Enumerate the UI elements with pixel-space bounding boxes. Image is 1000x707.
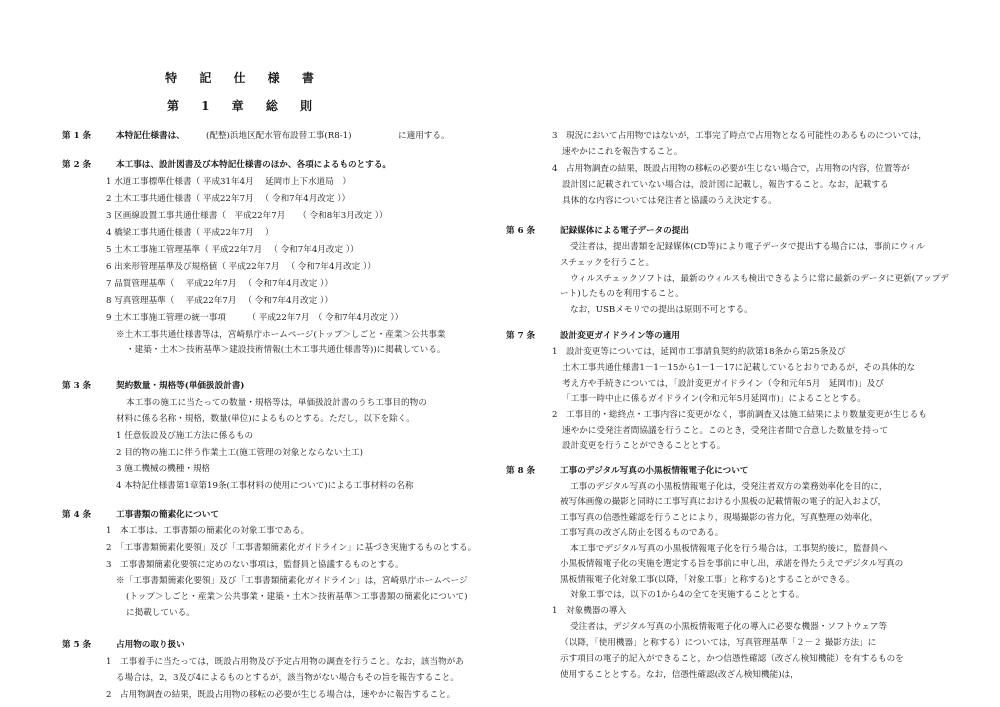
- article-5-cont-line: 速やかにこれを報告すること。: [562, 147, 683, 157]
- article-4-line: ※「工事書類簡素化要領」及び「工事書類簡素化ガイドライン」は，宮崎県庁ホームページ: [116, 576, 468, 586]
- article-3-title: 契約数量・規格等(単価扱設計書): [116, 381, 245, 391]
- article-8-title: 工事のデジタル写真の小黒板情報電子化について: [560, 466, 749, 476]
- article-8-line: 工事写真の信憑性確認を行うことにより，現場撮影の省力化，写真整理の効率化，: [560, 513, 878, 523]
- article-2-item: 9 土木工事施工管理の統一事項 （ 平成22年7月 （ 令和7年4月改定 ））: [106, 313, 404, 323]
- article-7-label: 第 7 条: [506, 331, 536, 341]
- article-6-line: スチェックを行うこと。: [560, 258, 655, 268]
- article-5-cont-line: 3 現況において占用物ではないが，工事完了時点で占用物となる可能性のあるものについては，: [552, 131, 927, 141]
- article-8-line: 工事写真の改ざん防止を図るものである。: [560, 528, 724, 538]
- article-8-line: 対象工事では，以下の1から4の全てを実施することとする。: [570, 590, 805, 600]
- article-2-item: 7 品質管理基準（ 平成22年7月 （ 令和7年4月改定 ））: [106, 279, 333, 289]
- article-8-line: 工事のデジタル写真の小黒板情報電子化は，受発注者双方の業務効率化を目的に，: [570, 482, 888, 492]
- article-7-line: 「工事一時中止に係るガイドライン(令和元年5月延岡市)」によることとする。: [562, 394, 866, 404]
- article-8-line: 本工事でデジタル写真の小黒板情報電子化を行う場合は，工事契約後に，監督員へ: [570, 544, 888, 554]
- article-2-item: 8 写真管理基準（ 平成22年7月 （ 令和7年4月改定 ））: [106, 296, 333, 306]
- article-2-note: ※土木工事共通仕様書等は，宮崎県庁ホームページ(トップ＞しごと・産業＞公共事業: [116, 330, 446, 340]
- article-4-line: 3 工事書類簡素化要領に定めのない事項は，監督員と協議するものとする。: [106, 560, 404, 570]
- article-1-label: 第 1 条: [62, 131, 92, 141]
- article-2-title: 本工事は、設計図書及び本特記仕様書のほか、各項によるものとする。: [116, 160, 392, 170]
- article-3-line: 4 本特記仕様書第1章第19条(工事材料の使用について)による工事材料の名称: [116, 481, 414, 491]
- article-3-line: 本工事の施工に当たっての数量・規格等は，単価扱設計書のうち工事目的物の: [126, 398, 427, 408]
- article-8-line: 小黒板情報電子化の実施を選定する旨を事前に申し出，承諾を得たうえでデジタル写真の: [560, 559, 904, 569]
- article-6-line: なお，USBメモリでの提出は原則不可とする。: [570, 305, 753, 315]
- article-5-line: 1 工事着手に当たっては，既設占用物及び予定占用物の調査を行うこと。なお，該当物があ: [106, 657, 464, 667]
- article-4-line: 2 「工事書類簡素化要領」及び「工事書類簡素化ガイドライン」に基づき実施するものとする。: [106, 543, 477, 553]
- article-2-item: 3 区画線設置工事共通仕様書（ 平成22年7月 （ 令和8年3月改定 ））: [106, 211, 388, 221]
- article-2-item: 2 土木工事共通仕様書（ 平成22年7月 （ 令和7年4月改定 ））: [106, 194, 351, 204]
- article-2-item: 5 土木工事施工管理基準（ 平成22年7月 （ 令和7年4月改定 ））: [106, 245, 359, 255]
- article-6-title: 記録媒体による電子データの提出: [560, 226, 689, 236]
- article-2-item: 4 橋梁工事共通仕様書（ 平成22年7月 ）: [106, 228, 274, 238]
- article-1-text-a: 本特記仕様書は、: [116, 131, 185, 141]
- article-3-line: 2 目的物の施工に伴う作業土工(施工管理の対象とならない土工): [116, 448, 363, 458]
- document-title: 特 記 仕 様 書: [165, 71, 323, 85]
- article-8-line: 1 対象機器の導入: [552, 606, 627, 616]
- article-2-note: ・建築・土木＞技術基準＞建設技術情報(土木工事共通仕様書等))に掲載している。: [126, 345, 446, 355]
- article-2-label: 第 2 条: [62, 160, 92, 170]
- article-7-title: 設計変更ガイドライン等の適用: [560, 331, 680, 341]
- article-1-project-name: (配整)浜地区配水管布設替工事(R8-1): [206, 131, 352, 141]
- article-8-line: 被写体画像の撮影と同時に工事写真における小黒板の記載情報の電子的記入および，: [560, 497, 887, 507]
- article-1-text-c: に適用する。: [398, 131, 450, 141]
- article-2-item: 6 出来形管理基準及び規格値（ 平成22年7月 （ 令和7年4月改定 ））: [106, 262, 376, 272]
- article-5-title: 占用物の取り扱い: [116, 640, 185, 650]
- article-7-line: 設計変更を行うことができることとする。: [562, 441, 726, 451]
- article-5-cont-line: 4 占用物調査の結果，既設占用物の移転の必要が生じない場合で，占用物の内容，位置等が: [552, 164, 910, 174]
- chapter-title: 第 1 章 総 則: [166, 99, 322, 113]
- article-5-cont-line: 設計図に記載されていない場合は，設計図に記載し，報告すること。なお，記載する: [562, 180, 889, 190]
- article-8-line: （以降，「使用機器」と称する）については，写真管理基準「２－２ 撮影方法」に: [560, 638, 877, 648]
- article-8-label: 第 8 条: [506, 466, 536, 476]
- article-5-line: る場合は，2，3及び4によるものとするが，該当物がない場合もその旨を報告すること。: [116, 673, 459, 683]
- article-6-line: 受注者は，提出書類を記録媒体(CD等)により電子データで提出する場合には，事前にウィル: [570, 242, 925, 252]
- article-4-line: に掲載している。: [126, 608, 195, 618]
- article-2-item: 1 水道工事標準仕様書（ 平成31年4月 延岡市上下水道局 ）: [106, 177, 351, 187]
- article-6-label: 第 6 条: [506, 226, 536, 236]
- article-3-line: 1 任意仮設及び施工方法に係るもの: [116, 431, 254, 441]
- article-3-label: 第 3 条: [62, 381, 92, 391]
- article-8-line: 受注者は，デジタル写真の小黒板情報電子化の導入に必要な機器・ソフトウェア等: [570, 622, 888, 632]
- article-3-line: 3 施工機械の機種・規格: [116, 464, 211, 474]
- article-4-title: 工事書類の簡素化について: [116, 510, 219, 520]
- article-6-line: ート)したものを利用すること。: [560, 289, 684, 299]
- article-6-line: ウィルスチェックソフトは，最新のウィルスも検出できるように常に最新のデータに更新(アップデ: [570, 274, 949, 284]
- article-7-line: 1 設計変更等については，延岡市工事請負契約約款第18条から第25条及び: [552, 347, 846, 357]
- article-5-line: 2 占用物調査の結果，既設占用物の移転の必要が生じる場合は，速やかに報告すること。: [106, 690, 456, 700]
- article-8-line: 示す項目の電子的記入ができること，かつ信憑性確認（改ざん検知機能）を有するものを: [560, 654, 904, 664]
- article-5-cont-line: 具体的な内容については発注者と協議のうえ決定する。: [562, 196, 777, 206]
- article-7-line: 2 工事目的・総終点・工事内容に変更がなく，事前調査又は施工結果により数量変更が生じるも: [552, 410, 927, 420]
- article-3-line: 材料に係る名称・規格，数量(単位)によるものとする。ただし，以下を除く。: [116, 414, 415, 424]
- article-7-line: 考え方や手続きについては，「設計変更ガイドライン（令和元年5月 延岡市)」及び: [562, 379, 884, 389]
- article-7-line: 土木工事共通仕様書1－1－15から1－1－17に記載しているとおりであるが，その具体的な: [562, 363, 916, 373]
- article-8-line: 黒板情報電子化対象工事(以降，「対象工事」と称する)とすることができる。: [560, 575, 855, 585]
- article-7-line: 速やかに受発注者間協議を行うこと。このとき，受発注者間で合意した数量を持って: [562, 426, 889, 436]
- article-4-label: 第 4 条: [62, 510, 92, 520]
- article-5-label: 第 5 条: [62, 640, 92, 650]
- article-4-line: (トップ＞しごと・産業＞公共事業・建築・土木＞技術基準＞工事書類の簡素化について): [126, 592, 468, 602]
- article-8-line: 使用することとする。なお，信憑性確認(改ざん検知機能)は，: [560, 670, 799, 680]
- article-4-line: 1 本工事は、工事書類の簡素化の対象工事である。: [106, 526, 310, 536]
